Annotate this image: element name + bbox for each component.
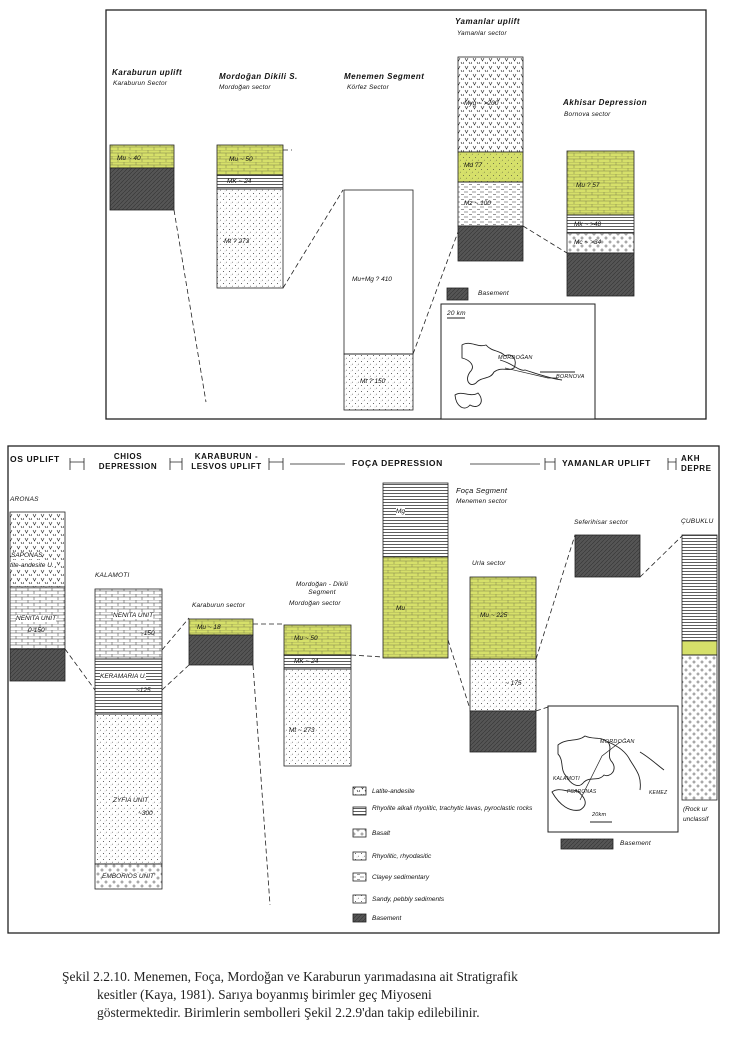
bottom-c4-mu: Mu ~ 50 (294, 635, 318, 642)
top-c4-md: Md 77 (464, 162, 483, 169)
legend-basement: Basement (372, 915, 402, 922)
bottom-inset-map (548, 706, 678, 832)
bottom-c6-title: Urla sector (472, 560, 506, 567)
bottom-c5-title: Foça Segment (456, 486, 508, 495)
bottom-header-4: FOÇA DEPRESSION (352, 458, 443, 468)
bottom-c1-latite: tite-andesite U. (10, 562, 54, 569)
top-c3-mt: Mt ? 150 (360, 378, 386, 385)
bottom-c8-title: ÇUBUKLU (681, 518, 714, 525)
bottom-c7-title: Seferihisar sector (574, 519, 629, 526)
bottom-col-seferihisar (575, 535, 683, 577)
caption-line-1: Şekil 2.2.10. Menemen, Foça, Mordoğan ve Karaburun yarımadasına ait Stratigrafik (62, 969, 518, 984)
top-c5-mu: Mu ? 57 (576, 182, 600, 189)
bottom-map-label-psaronas: PSARONAS (567, 789, 597, 795)
top-c2-mk: MK ~ 24 (227, 178, 252, 185)
top-legend-basement: Basement (478, 290, 509, 297)
bottom-c2-title: KALAMOTI (95, 572, 130, 579)
bottom-header-5: YAMANLAR UPLIFT (562, 458, 651, 468)
top-c5-mc: Mc ~ >34 (574, 239, 602, 246)
top-header-2-title: Mordoğan Dikili S. (219, 72, 298, 81)
top-c1-mu: Mu ~ 40 (117, 155, 141, 162)
bottom-c1-val: 0-150 (28, 627, 45, 634)
top-c2-mu: Mu ~ 50 (229, 156, 253, 163)
bottom-c4-sub: Mordoğan sector (289, 600, 341, 607)
legend-latite: Latite-andesite (372, 788, 415, 795)
top-map-label-mordogan: MORDOĞAN (498, 355, 533, 361)
bottom-header-3: KARABURUN - LESVOS UPLIFT (191, 452, 262, 471)
legend-basalt: Basalt (372, 830, 391, 837)
bottom-header-1: OS UPLIFT (10, 454, 60, 464)
bottom-c2-zyfia: ZYFIA UNIT (113, 797, 149, 804)
top-map-scale: 20 km (447, 310, 466, 317)
bottom-col-cubuklu (682, 535, 717, 800)
bottom-col-foca (383, 483, 470, 709)
bottom-c1-nenita: NENITA UNIT (16, 615, 57, 622)
top-col-mordogan (217, 145, 343, 288)
bottom-map-label-kemez: KEMEZ (649, 790, 668, 796)
top-col-yamanlar (458, 57, 567, 261)
bottom-c2-emborios: EMBORIOS UNIT (102, 873, 155, 880)
bottom-map-label-mordogan: MORDOĞAN (600, 739, 635, 745)
bottom-c8-uncl: unclassif (683, 816, 709, 823)
legend-rhyolitic: Rhyolitic, rhyodasitic (372, 853, 432, 860)
top-c4-myg: Myg ~ >200 (464, 100, 499, 107)
bottom-col-mordogan (284, 625, 383, 766)
bottom-col-psaronas (10, 512, 95, 690)
legend-sandy: Sandy, pebbly sediments (372, 896, 445, 903)
bottom-c8-rock: (Rock ur (683, 806, 708, 813)
bottom-basement-swatch (561, 839, 613, 849)
bottom-c3-title: Karaburun sector (192, 602, 246, 609)
top-inset-map (441, 304, 595, 419)
bottom-c5-sub: Menemen sector (456, 498, 508, 505)
caption-line-2: kesitler (Kaya, 1981). Sarıya boyanmış birimler geç Miyoseni (97, 987, 432, 1002)
top-header-4-sub: Yamanlar sector (457, 30, 507, 37)
bottom-c6-val: ~ 175 (505, 680, 522, 687)
bottom-map-label-kalamoti: KALAMOTI (553, 776, 580, 782)
top-header-5-title: Akhisar Depression (563, 98, 648, 107)
bottom-c2-val: ~150 (140, 630, 155, 637)
top-header-1-sub: Karaburun Sector (113, 80, 168, 87)
legend-clayey: Clayey sedimentary (372, 874, 430, 881)
bottom-c3-mu: Mu ~ 18 (197, 624, 221, 631)
bottom-c4-mk: MK ~ 24 (294, 658, 319, 665)
bottom-c1-title: ARONAS (10, 496, 39, 503)
bottom-legend-basement2: Basement (620, 840, 651, 847)
bottom-c2-keramaria: KERAMARIA U. (100, 673, 147, 680)
caption-line-3: göstermektedir. Birimlerin sembolleri Şekil 2.2.9'dan takip edilebilinir. (97, 1005, 480, 1020)
bottom-col-karaburun (189, 619, 284, 905)
bottom-header-6: AKH DEPRE (681, 454, 712, 473)
top-header-1-title: Karaburun uplift (112, 68, 183, 77)
bottom-c2-z-val: ~300 (138, 810, 153, 817)
figure-caption (62, 968, 672, 1022)
bottom-legend-swatches (353, 787, 366, 922)
bottom-map-scale: 20km (592, 812, 607, 818)
bottom-c4-mt: Mt ~ 273 (289, 727, 315, 734)
bottom-c6-mu: Mu ~ 225 (480, 612, 508, 619)
legend-rhyolite-alkali: Rhyolite alkali rhyolitic, trachytic lavas, pyroclastic rocks (372, 805, 533, 812)
top-c3-mu: Mu+Mg ? 410 (352, 276, 392, 283)
bottom-c1-saponas: SAPONAS (11, 552, 43, 559)
top-map-label-bornova: BORNOVA (556, 374, 585, 380)
top-basement-swatch (447, 288, 468, 300)
top-header-2-sub: Mordoğan sector (219, 84, 271, 91)
top-col-karaburun (110, 145, 206, 402)
top-header-3-sub: Körfez Sector (347, 84, 389, 91)
bottom-c5-mg: Mg (396, 508, 406, 515)
bottom-header-2: CHIOS DEPRESSION (98, 452, 158, 471)
top-header-4-title: Yamanlar uplift (455, 17, 520, 26)
top-c5-mk: Mk ~ >48 (574, 221, 602, 228)
bottom-c2-k-val: ~125 (136, 687, 151, 694)
bottom-c2-nenita: NENITA UNIT (113, 612, 154, 619)
bottom-c4-title: Mordoğan - Dikili Segment (295, 581, 349, 596)
top-c2-mt: Mt ? 273 (224, 238, 250, 245)
bottom-c5-mu: Mu (396, 605, 406, 612)
top-header-3-title: Menemen Segment (344, 72, 425, 81)
top-header-5-sub: Bornova sector (564, 111, 611, 118)
top-c4-mz: Mz ~ 100 (464, 200, 491, 207)
